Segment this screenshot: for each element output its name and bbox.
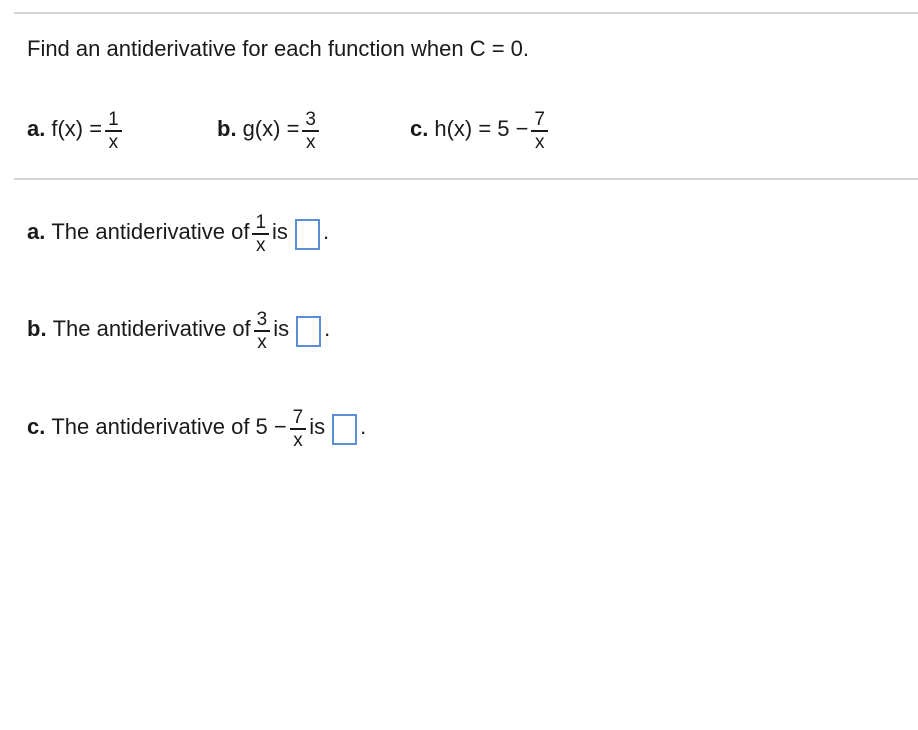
answer-prompt: The antiderivative of bbox=[51, 414, 250, 439]
answer-input-a[interactable] bbox=[295, 219, 320, 250]
numerator: 3 bbox=[302, 109, 319, 132]
answer-row-a bbox=[27, 210, 329, 254]
period: . bbox=[360, 414, 367, 439]
answer-input-c[interactable] bbox=[332, 414, 357, 445]
is-label: is bbox=[272, 219, 288, 244]
part-letter: c. bbox=[410, 116, 429, 141]
numerator: 3 bbox=[254, 309, 271, 332]
function-lhs: g(x) = bbox=[242, 116, 300, 141]
function-a bbox=[27, 107, 125, 151]
is-label: is bbox=[273, 316, 290, 341]
function-c bbox=[410, 107, 551, 151]
period: . bbox=[322, 219, 330, 244]
function-b bbox=[217, 107, 322, 151]
answer-row-b bbox=[27, 307, 330, 351]
answer-prompt: The antiderivative of bbox=[52, 316, 251, 341]
part-letter: b. bbox=[217, 116, 237, 141]
answer-prefix: 5 − bbox=[255, 414, 287, 439]
fraction bbox=[290, 407, 307, 451]
fraction bbox=[252, 212, 269, 256]
top-divider bbox=[14, 12, 918, 14]
fraction bbox=[531, 109, 548, 153]
instruction-text: Find an antiderivative for each function when C = 0. bbox=[27, 36, 530, 61]
numerator: 7 bbox=[290, 407, 307, 430]
part-letter: c. bbox=[27, 414, 46, 439]
section-divider bbox=[14, 178, 918, 180]
function-prefix: 5 − bbox=[497, 116, 529, 141]
answer-input-b[interactable] bbox=[296, 316, 321, 347]
period: . bbox=[324, 316, 331, 341]
numerator: 7 bbox=[531, 109, 548, 132]
fraction bbox=[302, 109, 319, 153]
part-letter: a. bbox=[27, 219, 46, 244]
is-label: is bbox=[309, 414, 326, 439]
numerator: 1 bbox=[105, 109, 122, 132]
fraction bbox=[105, 109, 122, 153]
denominator: x bbox=[293, 430, 303, 451]
answer-row-c bbox=[27, 405, 366, 449]
function-lhs: f(x) = bbox=[51, 116, 103, 141]
function-lhs: h(x) = bbox=[434, 116, 492, 141]
part-letter: a. bbox=[27, 116, 46, 141]
denominator: x bbox=[305, 132, 316, 153]
answer-prompt: The antiderivative of bbox=[51, 219, 250, 244]
denominator: x bbox=[257, 332, 267, 353]
denominator: x bbox=[256, 235, 266, 256]
part-letter: b. bbox=[27, 316, 47, 341]
fraction bbox=[254, 309, 271, 353]
numerator: 1 bbox=[252, 212, 269, 235]
denominator: x bbox=[534, 132, 545, 153]
denominator: x bbox=[108, 132, 119, 153]
